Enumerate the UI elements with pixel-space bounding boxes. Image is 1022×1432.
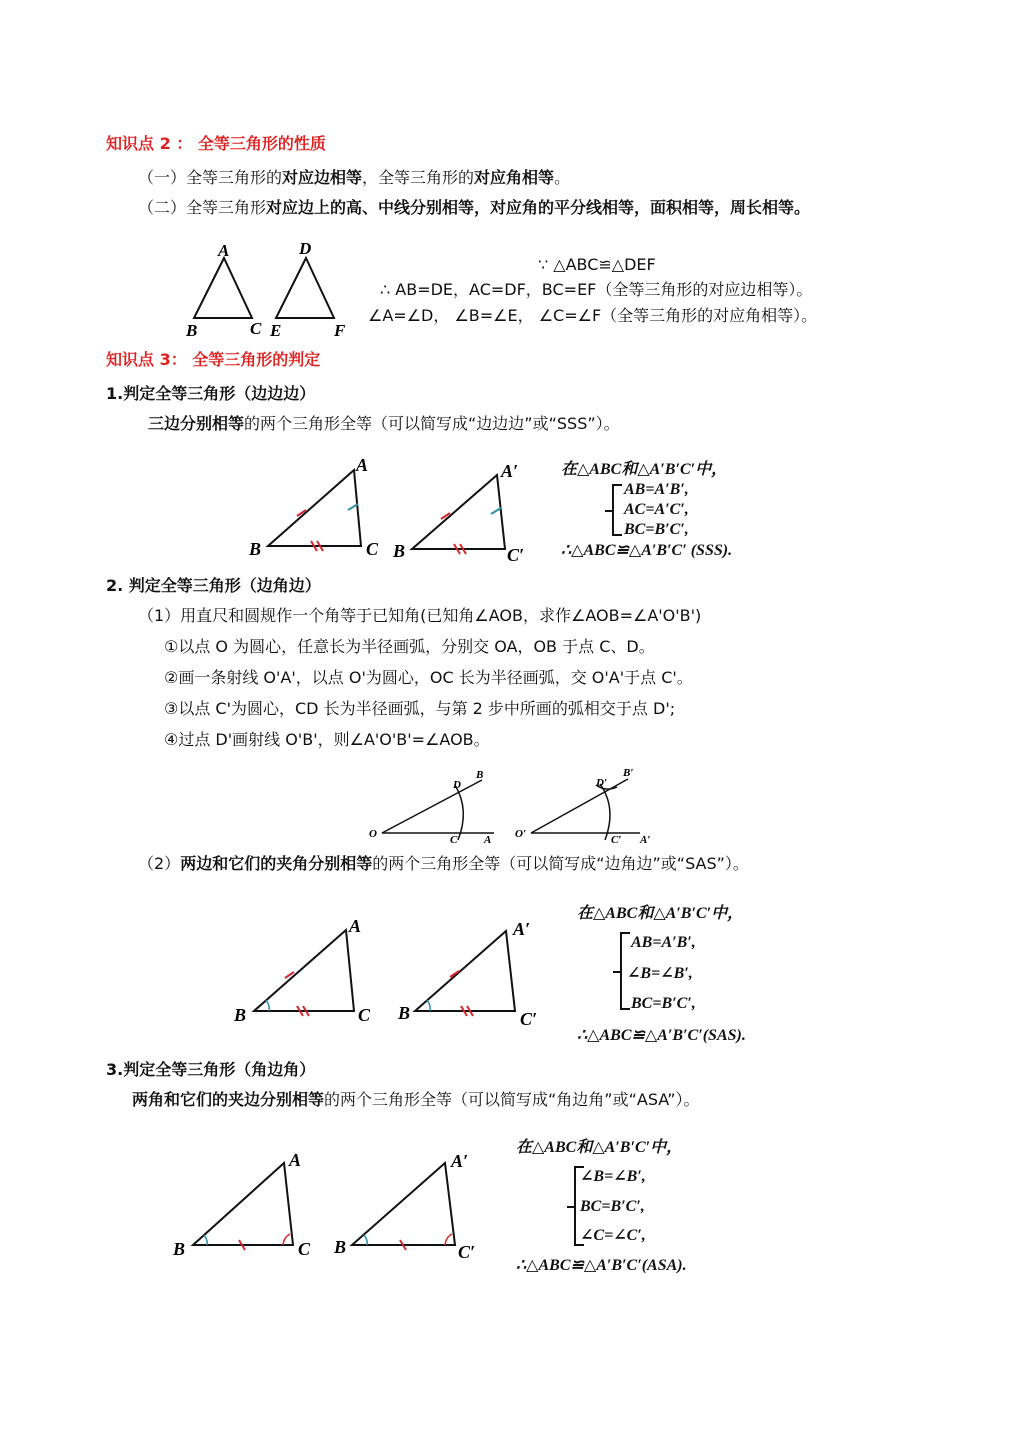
- sas-label-b2: B: [398, 1003, 411, 1023]
- kp2-proof-line1: ∵ △ABC≌△DEF: [538, 255, 656, 274]
- sas-sub2-b: 两边和它们的夹角分别相等: [180, 854, 373, 873]
- angle-label-a2: A′: [640, 834, 651, 846]
- asa-proof-c1: ∠B=∠B′,: [580, 1168, 646, 1185]
- label-f: F: [334, 321, 346, 340]
- angle-label-c2: C′: [611, 834, 622, 846]
- asa-label-a: A: [289, 1150, 302, 1170]
- sas-step2: ②画一条射线 O'A'，以点 O'为圆心，OC 长为半径画弧，交 O'A'于点 C'。: [164, 668, 693, 687]
- asa-label-c2: C′: [458, 1242, 476, 1262]
- kp2-line2-a: （二）全等三角形: [138, 198, 267, 217]
- kp2-line1-b: 对应边相等: [282, 168, 363, 187]
- sas-label-b: B: [234, 1005, 247, 1025]
- sas-label-a2: A′: [513, 919, 531, 939]
- sss-label-c: C: [366, 539, 379, 559]
- sss-proof-c2: AC=A′C′,: [624, 501, 689, 518]
- asa-proof-conclusion: ∴△ABC≌△A′B′C′(ASA).: [516, 1257, 687, 1274]
- asa-triangle-a2b2c2: [352, 1163, 455, 1245]
- sas-step3: ③以点 C'为圆心，CD 长为半径画弧，与第 2 步中所画的弧相交于点 D';: [164, 699, 676, 718]
- sss-heading: 1.判定全等三角形（边边边）: [106, 384, 316, 403]
- asa-label-b: B: [173, 1239, 186, 1259]
- asa-angle-b: [204, 1235, 207, 1245]
- sss-label-b: B: [249, 539, 262, 559]
- label-e: E: [270, 321, 282, 340]
- sss-label-b2: B: [393, 541, 406, 561]
- sss-label-a: A: [356, 455, 369, 475]
- sss-label-c2: C′: [507, 545, 525, 565]
- angle-label-d2: D′: [596, 777, 608, 789]
- kp2-line1-a: （一）全等三角形的: [138, 168, 283, 187]
- kp2-line2-b: 对应边上的高、中线分别相等，对应角的平分线相等，面积相等，周长相等。: [266, 198, 811, 217]
- asa-desc-text: 的两个三角形全等（可以简写成“角边角”或“ASA”）。: [324, 1090, 700, 1109]
- asa2-angle-c: [445, 1234, 452, 1245]
- kp3-title: 知识点 3： 全等三角形的判定: [106, 350, 321, 369]
- sss-proof-c3: BC=B′C′,: [624, 521, 689, 538]
- asa-label-a2: A′: [451, 1151, 469, 1171]
- angle-label-c: C: [450, 834, 458, 846]
- kp2-proof-line2: ∴ AB=DE，AC=DF，BC=EF（全等三角形的对应边相等）。: [380, 280, 813, 299]
- asa-triangle-abc: [193, 1163, 293, 1245]
- sas-sub2-c: 的两个三角形全等（可以简写成“边角边”或“SAS”）。: [372, 854, 749, 873]
- asa-proof-c3: ∠C=∠C′,: [580, 1227, 646, 1244]
- label-d: D: [299, 239, 312, 258]
- sas-step4: ④过点 D'画射线 O'B'，则∠A'O'B'=∠AOB。: [164, 730, 490, 749]
- kp2-line1-d: 对应角相等: [474, 168, 555, 187]
- sss-proof-conclusion: ∴△ABC≌△A′B′C′ (SSS).: [561, 542, 733, 559]
- sss-proof-c1: AB=A′B′,: [624, 481, 689, 498]
- sas-label-c2: C′: [520, 1009, 538, 1029]
- kp2-line1-e: 。: [554, 168, 571, 187]
- sas-proof-conclusion: ∴△ABC≌△A′B′C′(SAS).: [577, 1027, 746, 1044]
- angle-label-d: D: [453, 779, 461, 791]
- sas-heading: 2. 判定全等三角形（边角边）: [106, 576, 321, 595]
- kp2-title: 知识点 2 ： 全等三角形的性质: [106, 134, 326, 153]
- sas-label-c: C: [358, 1005, 371, 1025]
- asa-proof-head: 在△ABC和△A′B′C′中，: [516, 1139, 683, 1156]
- sss-desc-bold: 三边分别相等: [148, 414, 245, 433]
- sas-sub1: （1）用直尺和圆规作一个角等于已知角(已知角∠AOB，求作∠AOB=∠A'O'B'): [138, 606, 702, 625]
- asa2-angle-b: [364, 1235, 367, 1245]
- asa-heading: 3.判定全等三角形（角边角）: [106, 1060, 316, 1079]
- angle-label-o: O: [369, 828, 377, 840]
- label-c: C: [250, 319, 262, 338]
- angle-label-o2: O′: [515, 828, 527, 840]
- sas-label-a: A: [349, 916, 362, 936]
- asa-desc-bold: 两角和它们的夹边分别相等: [132, 1090, 325, 1109]
- angle-label-b: B: [476, 769, 484, 781]
- sas-proof-c1: AB=A′B′,: [631, 934, 696, 951]
- sas-proof-c2: ∠B=∠B′,: [627, 965, 693, 982]
- asa-angle-c: [283, 1234, 290, 1245]
- angle-label-b2: B′: [623, 767, 634, 779]
- asa-brace: [574, 1166, 576, 1246]
- sas-sub2-a: （2）: [138, 854, 181, 873]
- sss-proof-head: 在△ABC和△A′B′C′中，: [561, 461, 728, 478]
- sss-desc-text: 的两个三角形全等（可以简写成“边边边”或“SSS”）。: [244, 414, 620, 433]
- asa-label-b2: B: [334, 1237, 347, 1257]
- label-a: A: [218, 241, 230, 260]
- kp2-proof-line3: ∠A=∠D， ∠B=∠E， ∠C=∠F（全等三角形的对应角相等）。: [368, 306, 818, 325]
- angle-label-a: A: [484, 834, 492, 846]
- label-b: B: [186, 321, 198, 340]
- sas-step1: ①以点 O 为圆心，任意长为半径画弧，分别交 OA，OB 于点 C、D。: [164, 637, 655, 656]
- sas-proof-c3: BC=B′C′,: [631, 995, 696, 1012]
- sas-proof-head: 在△ABC和△A′B′C′中，: [577, 905, 744, 922]
- asa-proof-c2: BC=B′C′,: [580, 1198, 645, 1215]
- asa-label-c: C: [298, 1239, 311, 1259]
- sss-label-a2: A′: [501, 461, 519, 481]
- kp2-line1-c: ，全等三角形的: [362, 168, 475, 187]
